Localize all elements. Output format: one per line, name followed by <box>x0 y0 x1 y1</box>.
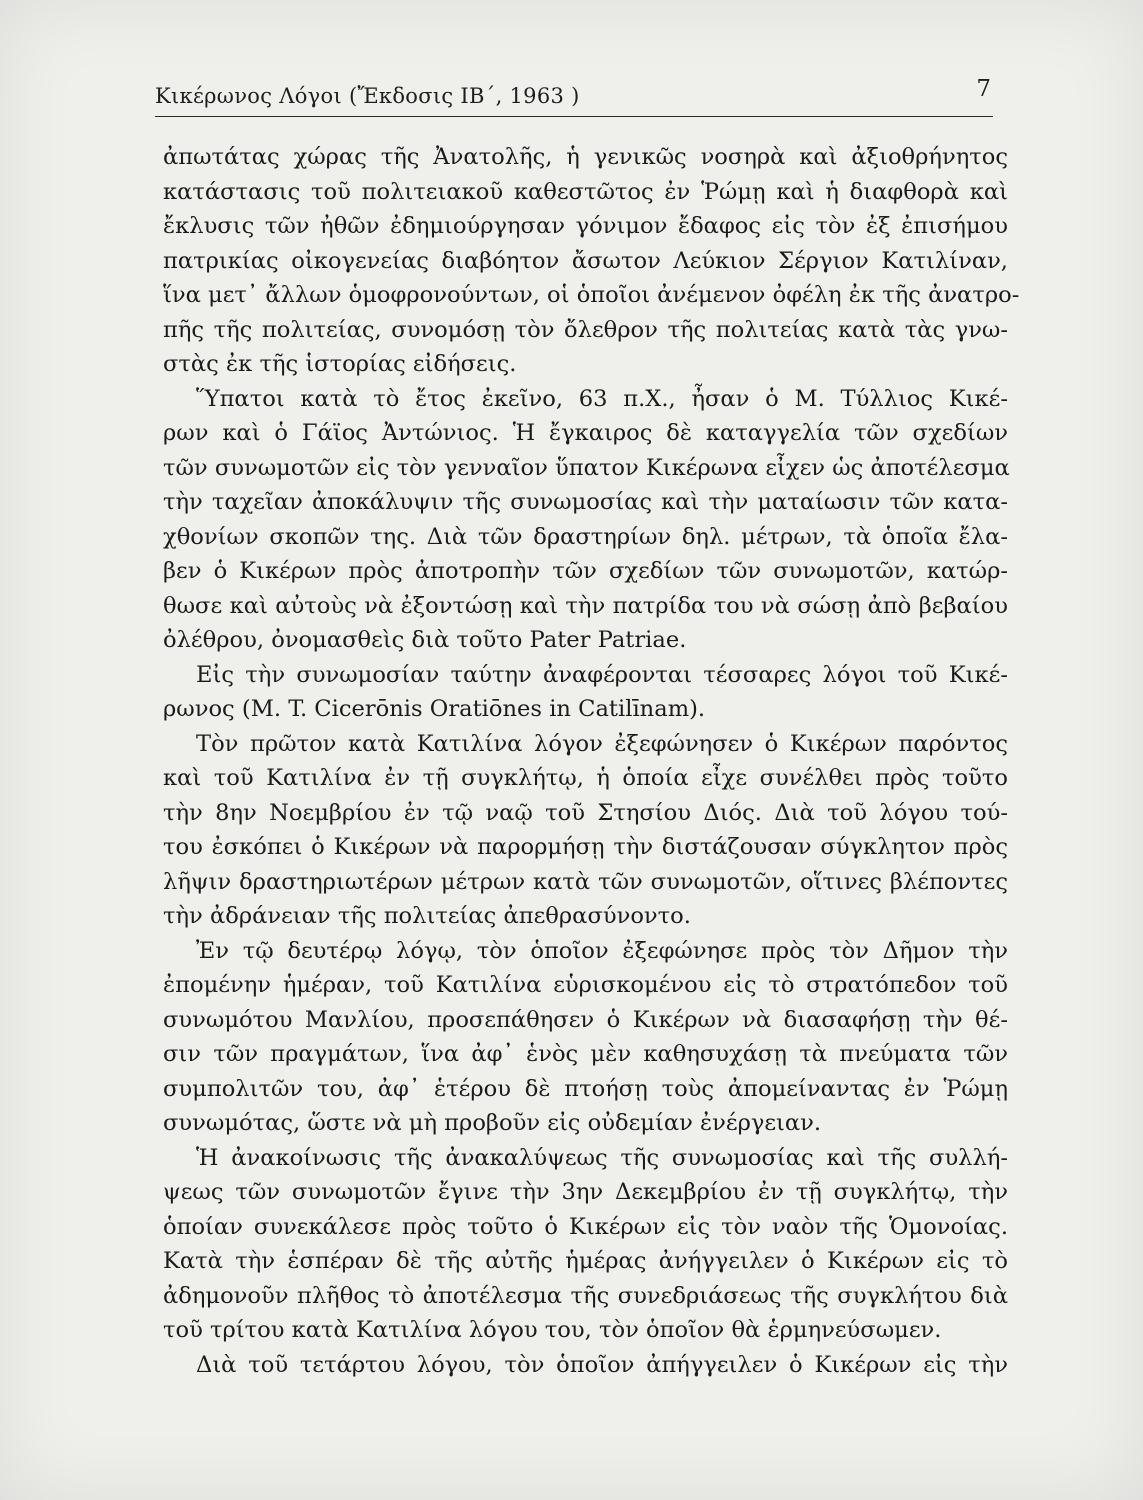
text-line: τῶν συνωμοτῶν εἰς τὸν γενναῖον ὕπατον Κικέρωνα εἶχεν ὡς ἀποτέλεσμα <box>163 454 1010 481</box>
text-line: ρων καὶ ὁ Γάϊος Ἀντώνιος. Ἡ ἔγκαιρος δὲ καταγγελία τῶν σχεδίων <box>163 420 1008 446</box>
text-line: ἀπωτάτας χώρας τῆς Ἀνατολῆς, ἡ γενικῶς νοσηρὰ καὶ ἀξιοθρήνητος <box>163 144 1008 170</box>
text-line: ἵνα μετ᾽ ἄλλων ὁμοφρονούντων, οἱ ὁποῖοι ἀνέμενον ὀφέλη ἐκ τῆς ἀνατρο- <box>163 282 1020 308</box>
text-line: ἔκλυσις τῶν ἠθῶν ἐδημιούργησαν γόνιμον ἔδαφος εἰς τὸν ἐξ ἐπισήμου <box>163 213 1008 239</box>
text-line: συμπολιτῶν του, ἀφ᾽ ἑτέρου δὲ πτοήσῃ τοὺς ἀπομείναντας ἐν Ῥώμῃ <box>163 1075 1008 1102</box>
text-line: στὰς ἐκ τῆς ἱστορίας εἰδήσεις. <box>163 351 517 377</box>
text-line: λῆψιν δραστηριωτέρων μέτρων κατὰ τῶν συνωμοτῶν, οἵτινες βλέποντες <box>163 868 1008 895</box>
running-title: Κικέρωνος Λόγοι (Ἔκδοσις ΙΒ΄, 1963 ) <box>155 84 580 108</box>
text-line: Ἐν τῷ δευτέρῳ λόγῳ, τὸν ὁποῖον ἐξεφώνησε πρὸς τὸν Δῆμον τὴν <box>196 937 1008 964</box>
text-line: καὶ τοῦ Κατιλίνα ἐν τῇ συγκλήτῳ, ἡ ὁποία εἶχε συνέλθει πρὸς τοῦτο <box>163 765 1008 791</box>
text-line: Εἰς τὴν συνωμοσίαν ταύτην ἀναφέρονται τέσσαρες λόγοι τοῦ Κικέ- <box>196 661 1008 688</box>
text-line: συνωμότας, ὥστε νὰ μὴ προβοῦν εἰς οὐδεμίαν ἐνέργειαν. <box>163 1110 822 1136</box>
text-line: πῆς τῆς πολιτείας, συνομόσῃ τὸν ὄλεθρον τῆς πολιτείας κατὰ τὰς γνω- <box>163 316 1008 343</box>
text-line: τὴν 8ην Νοεμβρίου ἐν τῷ ναῷ τοῦ Στησίου Διός. Διὰ τοῦ λόγου τού- <box>163 799 1008 826</box>
text-line: ψεως τῶν συνωμοτῶν ἔγινε τὴν 3ην Δεκεμβρίου ἐν τῇ συγκλήτῳ, τὴν <box>163 1179 1008 1205</box>
text-line: Κατὰ τὴν ἑσπέραν δὲ τῆς αὐτῆς ἡμέρας ἀνήγγειλεν ὁ Κικέρων εἰς τὸ <box>163 1248 1008 1274</box>
text-line: του ἐσκόπει ὁ Κικέρων νὰ παρορμήσῃ τὴν διστάζουσαν σύγκλητον πρὸς <box>163 834 1008 860</box>
text-line: χθονίων σκοπῶν της. Διὰ τῶν δραστηρίων δηλ. μέτρων, τὰ ὁποῖα ἔλα- <box>163 523 1008 550</box>
text-line: ἀδημονοῦν πλῆθος τὸ ἀποτέλεσμα τῆς συνεδριάσεως τῆς συγκλήτου διὰ <box>163 1282 1008 1309</box>
text-line: τὴν ταχεῖαν ἀποκάλυψιν τῆς συνωμοσίας καὶ τὴν ματαίωσιν τῶν κατα- <box>163 489 1008 515</box>
text-line: Τὸν πρῶτον κατὰ Κατιλίνα λόγον ἐξεφώνησεν ὁ Κικέρων παρόντος <box>196 730 1008 757</box>
page-number: 7 <box>976 76 991 102</box>
text-line: ρωνος (M. T. Cicerōnis Oratiōnes in Catilīnam). <box>163 696 706 722</box>
text-line: ὁποίαν συνεκάλεσε πρὸς τοῦτο ὁ Κικέρων εἰς τὸν ναὸν τῆς Ὁμονοίας. <box>163 1213 1008 1240</box>
text-line: συνωμότου Μανλίου, προσεπάθησεν ὁ Κικέρων νὰ διασαφήσῃ τὴν θέ- <box>163 1006 1008 1033</box>
header-rule <box>155 116 993 117</box>
text-line: τὴν ἀδράνειαν τῆς πολιτείας ἀπεθρασύνοντο. <box>163 903 691 929</box>
text-line: σιν τῶν πραγμάτων, ἵνα ἀφ᾽ ἑνὸς μὲν καθησυχάσῃ τὰ πνεύματα τῶν <box>163 1041 1008 1067</box>
text-line: Ἡ ἀνακοίνωσις τῆς ἀνακαλύψεως τῆς συνωμοσίας καὶ τῆς συλλή- <box>196 1144 1008 1171</box>
text-line: ἐπομένην ἡμέραν, τοῦ Κατιλίνα εὑρισκομένου εἰς τὸ στρατόπεδον τοῦ <box>163 972 1008 998</box>
body-text <box>163 140 1020 1382</box>
running-header <box>155 76 991 112</box>
text-line: ὀλέθρου, ὀνομασθεὶς διὰ τοῦτο Pater Patriae. <box>163 627 687 653</box>
text-line: πατρικίας οἰκογενείας διαβόητον ἄσωτον Λεύκιον Σέργιον Κατιλίναν, <box>163 247 1008 274</box>
text-line: Διὰ τοῦ τετάρτου λόγου, τὸν ὁποῖον ἀπήγγειλεν ὁ Κικέρων εἰς τὴν <box>196 1351 1008 1378</box>
text-line: βεν ὁ Κικέρων πρὸς ἀποτροπὴν τῶν σχεδίων τῶν συνωμοτῶν, κατώρ- <box>163 558 1008 584</box>
text-line: Ὕπατοι κατὰ τὸ ἔτος ἐκεῖνο, 63 π.Χ., ἦσαν ὁ Μ. Τύλλιος Κικέ- <box>196 385 1008 412</box>
text-line: θωσε καὶ αὐτοὺς νὰ ἐξοντώσῃ καὶ τὴν πατρίδα του νὰ σώσῃ ἀπὸ βεβαίου <box>163 592 1008 619</box>
text-line: κατάστασις τοῦ πολιτειακοῦ καθεστῶτος ἐν Ῥώμῃ καὶ ἡ διαφθορὰ καὶ <box>163 178 1008 205</box>
text-line: τοῦ τρίτου κατὰ Κατιλίνα λόγου του, τὸν ὁποῖον θὰ ἑρμηνεύσωμεν. <box>163 1317 942 1343</box>
